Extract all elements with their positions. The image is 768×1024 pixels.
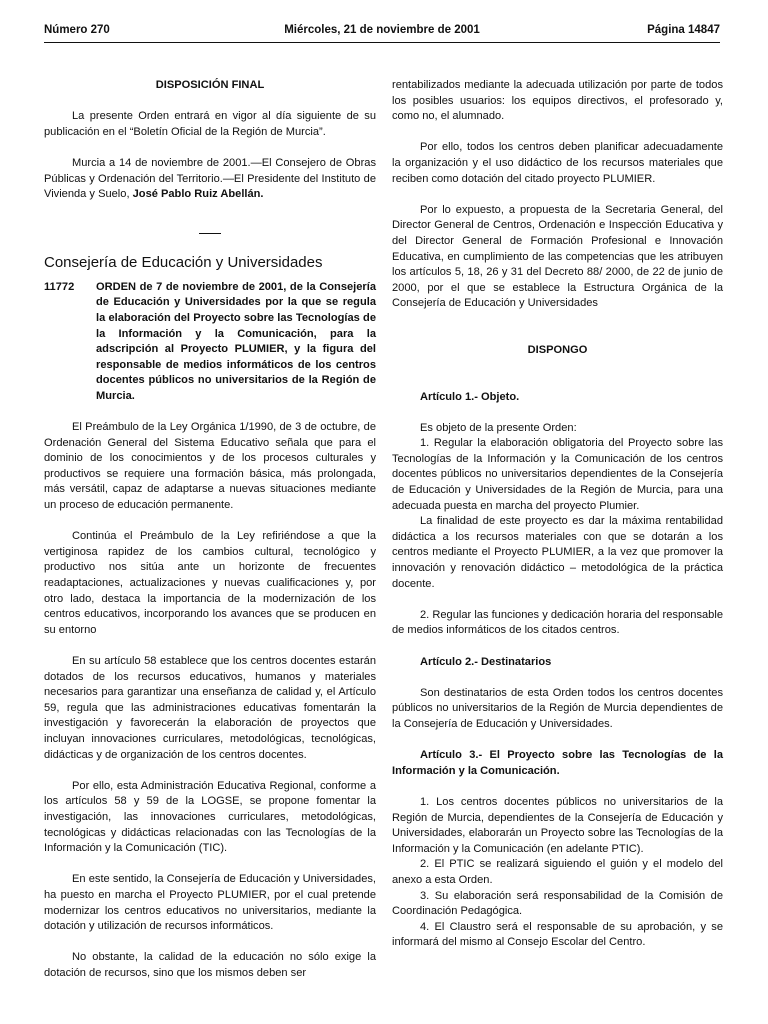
right-column (392, 78, 723, 951)
disposition-title: DISPOSICIÓN FINAL (155, 79, 265, 91)
issue-number: Número 270 (44, 24, 110, 36)
paragraph: 4. El Claustro será el responsable de su aprobación, y se informará del mismo al Consejo Escolar del Centro. (392, 920, 723, 949)
page-header (44, 24, 720, 40)
issue-date: Miércoles, 21 de noviembre de 2001 (284, 24, 480, 36)
signature-text: Murcia a 14 de noviembre de 2001.—El Consejero de Obras Públicas y Ordenación del Territorio.—El Presidente del Instituto de Vivienda y Suelo, (44, 156, 376, 201)
paragraph: Por lo expuesto, a propuesta de la Secretaria General, del Director General de Centros, Ordenación e Inspección Educativa y del Director General de Formación Profesional e Innovación Educativa, en cumplimiento de las competencias que les atribuyen los artículos 5, 18, 26 y 31 del Decreto 88/ 2000, de 22 de junio de 2000, por el que se establece la Estructura Orgánica de la Consejería de Educación y Universidades (392, 203, 723, 310)
page-number: Página 14847 (647, 24, 720, 36)
signer-name: José Pablo Ruiz Abellán. (132, 188, 264, 201)
paragraph: 1. Los centros docentes públicos no universitarios de la Región de Murcia, dependientes de la Consejería de Educación y Universidades, elaborarán un Proyecto sobre las Tecnologías de la Información y la Comunicación (en adelante PTIC). (392, 795, 723, 855)
header-rule (44, 42, 720, 43)
paragraph: rentabilizados mediante la adecuada utilización por parte de todos los posibles usuarios: los equipos directivos, el profesorado y, como no, el alumnado. (392, 79, 723, 123)
section-title: Consejería de Educación y Universidades (44, 253, 323, 271)
article-3-title: Artículo 3.- El Proyecto sobre las Tecnologías de la Información y la Comunicación. (392, 749, 723, 777)
paragraph: La finalidad de este proyecto es dar la máxima rentabilidad didáctica a los recursos materiales con que se dotarán a los centros mediante el Proyecto PLUMIER, a la vez que promover la innovación y renovación didáctico – metodológica de la práctica docente. (392, 515, 723, 590)
order-number: 11772 (44, 280, 75, 293)
paragraph: En este sentido, la Consejería de Educación y Universidades, ha puesto en marcha el Proyecto PLUMIER, por el cual pretende modernizar los centros educativos no universitarios, mediante la dotación y utilización de recursos informáticos. (44, 873, 376, 933)
paragraph: La presente Orden entrará en vigor al día siguiente de su publicación en el “Boletín Oficial de la Región de Murcia”. (44, 110, 376, 138)
paragraph: Son destinatarios de esta Orden todos los centros docentes públicos no universitarios de la Región de Murcia dependientes de la Consejería de Educación y Universidades. (392, 686, 723, 730)
signature-paragraph (44, 156, 376, 203)
paragraph: En su artículo 58 establece que los centros docentes estarán dotados de los recursos educativos, humanos y materiales necesarios para garantizar una enseñanza de calidad y, el Artículo 59, regula que las administraciones educativas fomentarán la investigación y favorecerán la elaboración de proyectos que incluyan innovaciones curriculares, metodológicas, tecnológicas, didácticas y de organización de los centros docentes. (44, 655, 376, 761)
order-heading (44, 280, 376, 405)
article-2-title: Artículo 2.- Destinatarios (420, 655, 552, 668)
paragraph: 1. Regular la elaboración obligatoria del Proyecto sobre las Tecnologías de la Información y la Comunicación de los centros docentes públicos no universitarios dependientes de la Consejería de Educación y Universidades de la Región de Murcia, para una adecuada puesta en marcha del proyecto Plumier. (392, 437, 723, 512)
paragraph: 2. El PTIC se realizará siguiendo el guión y el modelo del anexo a esta Orden. (392, 858, 723, 886)
paragraph: Continúa el Preámbulo de la Ley refiriéndose a que la vertiginosa rapidez de los cambios cultural, tecnológico y productivo nos sitúa ante un horizonte de frecuentes readaptaciones, actualizaciones y nuevas cualificaciones y, por otro lado, destaca la importancia de la modernización de los centros educativos, incorporando los avances que se producen en su entorno (44, 530, 376, 636)
paragraph: Por ello, todos los centros deben planificar adecuadamente la organización y el uso didáctico de los recursos materiales que reciben como dotación del citado proyecto PLUMIER. (392, 141, 723, 185)
paragraph: El Preámbulo de la Ley Orgánica 1/1990, de 3 de octubre, de Ordenación General del Sistema Educativo señala que para el dominio de los conocimientos y de los procesos culturales y productivos se requiere una formación básica, más prolongada, más versátil, capaz de adaptarse a nuevas situaciones mediante un proceso de educación permanente. (44, 421, 376, 512)
paragraph: No obstante, la calidad de la educación no sólo exige la dotación de recursos, sino que los mismos deben ser (44, 951, 376, 979)
dispongo-heading: DISPONGO (527, 343, 588, 356)
left-column (44, 78, 376, 981)
article-1-title: Artículo 1.- Objeto. (420, 390, 520, 403)
paragraph: 2. Regular las funciones y dedicación horaria del responsable de medios informáticos de los citados centros. (392, 608, 723, 637)
paragraph: Por ello, esta Administración Educativa Regional, conforme a los artículos 58 y 59 de la LOGSE, se propone fomentar la investigación, las innovaciones curriculares, metodológicas, tecnológicas y didácticas relacionadas con las Tecnologías de la Información y la Comunicación (TIC). (44, 779, 376, 855)
paragraph: Es objeto de la presente Orden: (420, 421, 577, 434)
order-title: ORDEN de 7 de noviembre de 2001, de la Consejería de Educación y Universidades por la que se regula la elaboración del Proyecto sobre las Tecnologías de la Información y la Comunicación, para la adscripción al Proyecto PLUMIER, y la figura del responsable de medios informáticos de los centros docentes públicos no universitarios de la Región de Murcia. (96, 280, 376, 402)
divider (199, 233, 221, 234)
paragraph: 3. Su elaboración será responsabilidad de la Comisión de Coordinación Pedagógica. (392, 889, 723, 918)
